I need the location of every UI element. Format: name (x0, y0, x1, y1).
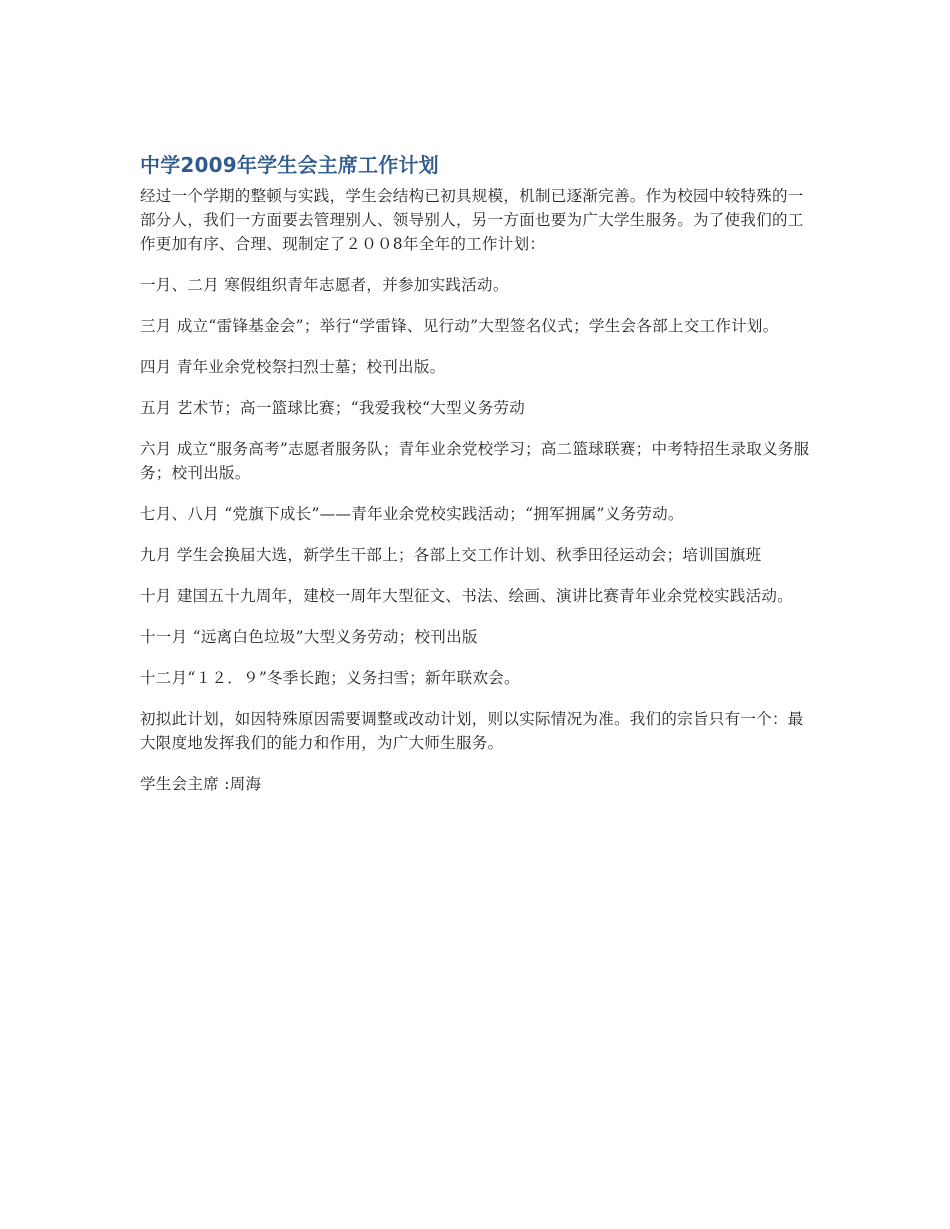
paragraph-closing: 初拟此计划，如因特殊原因需要调整或改动计划，则以实际情况为准。我们的宗旨只有一个：最大限度地发挥我们的能力和作用，为广大师生服务。 (140, 710, 804, 752)
paragraph-december: 十二月“１２．９”冬季长跑；义务扫雪；新年联欢会。 (140, 669, 520, 687)
paragraph-november: 十一月 “远离白色垃圾”大型义务劳动；校刊出版 (140, 628, 478, 646)
paragraph-intro: 经过一个学期的整顿与实践，学生会结构已初具规模，机制已逐渐完善。作为校园中较特殊的一部分人，我们一方面要去管理别人、领导别人，另一方面也要为广大学生服务。为了使我们的工作更加有序、合理、现制定了２００8年全年的工作计划： (140, 187, 804, 253)
paragraph-april: 四月 青年业余党校祭扫烈士墓；校刊出版。 (140, 358, 446, 376)
paragraph-march: 三月 成立“雷锋基金会”；举行“学雷锋、见行动”大型签名仪式；学生会各部上交工作计划。 (140, 317, 779, 335)
paragraph-september: 九月 学生会换届大选，新学生干部上；各部上交工作计划、秋季田径运动会；培训国旗班 (140, 546, 762, 564)
document-title: 中学2009年学生会主席工作计划 (140, 153, 439, 177)
paragraph-july-august: 七月、八月 “党旗下成长”——青年业余党校实践活动；“拥军拥属”义务劳动。 (140, 505, 684, 523)
paragraph-october: 十月 建国五十九周年，建校一周年大型征文、书法、绘画、演讲比赛青年业余党校实践活动。 (140, 587, 794, 605)
paragraph-may: 五月 艺术节；高一篮球比赛；“我爱我校“大型义务劳动 (140, 399, 526, 417)
signature-line: 学生会主席 :周海 (140, 775, 262, 793)
paragraph-june: 六月 成立“服务高考”志愿者服务队；青年业余党校学习；高二篮球联赛；中考特招生录取义务服务；校刊出版。 (140, 440, 810, 482)
paragraph-jan-feb: 一月、二月 寒假组织青年志愿者，并参加实践活动。 (140, 276, 509, 294)
document-page (140, 150, 815, 813)
